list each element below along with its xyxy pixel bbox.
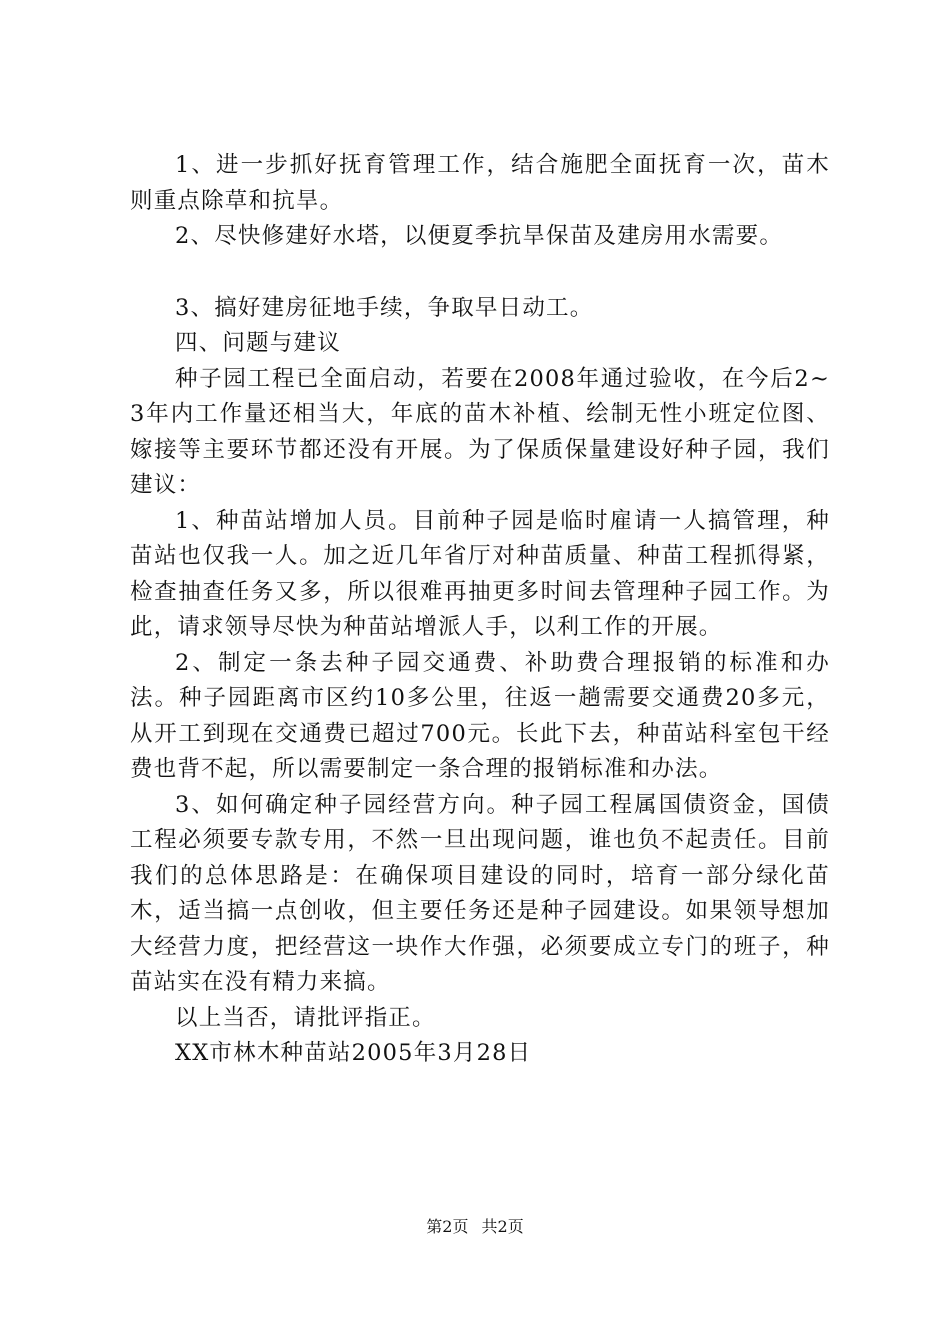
paragraph-measure-1: 1、进一步抓好抚育管理工作，结合施肥全面抚育一次，苗木则重点除草和抗旱。 xyxy=(130,152,830,214)
paragraph-suggestion-1: 1、种苗站增加人员。目前种子园是临时雇请一人搞管理，种苗站也仅我一人。加之近几年省厅对种苗质量、种苗工程抓得紧，检查抽查任务又多，所以很难再抽更多时间去管理种子园工作。为此，请求领导尽快为种苗站增派人手，以利工作的开展。 xyxy=(130,507,830,640)
paragraph-suggestion-2: 2、制定一条去种子园交通费、补助费合理报销的标准和办法。种子园距离市区约10多公里，往返一趟需要交通费20多元，从开工到现在交通费已超过700元。长此下去，种苗站科室包干经费也背不起，所以需要制定一条合理的报销标准和办法。 xyxy=(130,649,830,782)
signature-line: XX市林木种苗站2005年3月28日 xyxy=(175,1040,532,1066)
page-footer xyxy=(0,1214,950,1237)
document-body xyxy=(130,148,830,1072)
paragraph-suggestion-3: 3、如何确定种子园经营方向。种子园工程属国债资金，国债工程必须要专款专用，不然一旦出现问题，谁也负不起责任。目前我们的总体思路是：在确保项目建设的同时，培育一部分绿化苗木，适当搞一点创收，但主要任务还是种子园建设。如果领导想加大经营力度，把经营这一块作大作强，必须要成立专门的班子，种苗站实在没有精力来搞。 xyxy=(130,791,830,995)
paragraph-closing: 以上当否，请批评指正。 xyxy=(175,1004,436,1031)
paragraph-measure-3: 3、搞好建房征地手续，争取早日动工。 xyxy=(175,294,594,321)
page-number: 第2页 xyxy=(426,1217,469,1236)
paragraph-measure-2: 2、尽快修建好水塔，以便夏季抗旱保苗及建房用水需要。 xyxy=(175,223,784,249)
section-heading-problems: 四、问题与建议 xyxy=(175,330,341,356)
paragraph-intro-suggestions: 种子园工程已全面启动，若要在2008年通过验收，在今后2~3年内工作量还相当大，年底的苗木补植、绘制无性小班定位图、嫁接等主要环节都还没有开展。为了保质保量建设好种子园，我们建议： xyxy=(130,365,830,498)
page-total: 共2页 xyxy=(481,1217,524,1236)
